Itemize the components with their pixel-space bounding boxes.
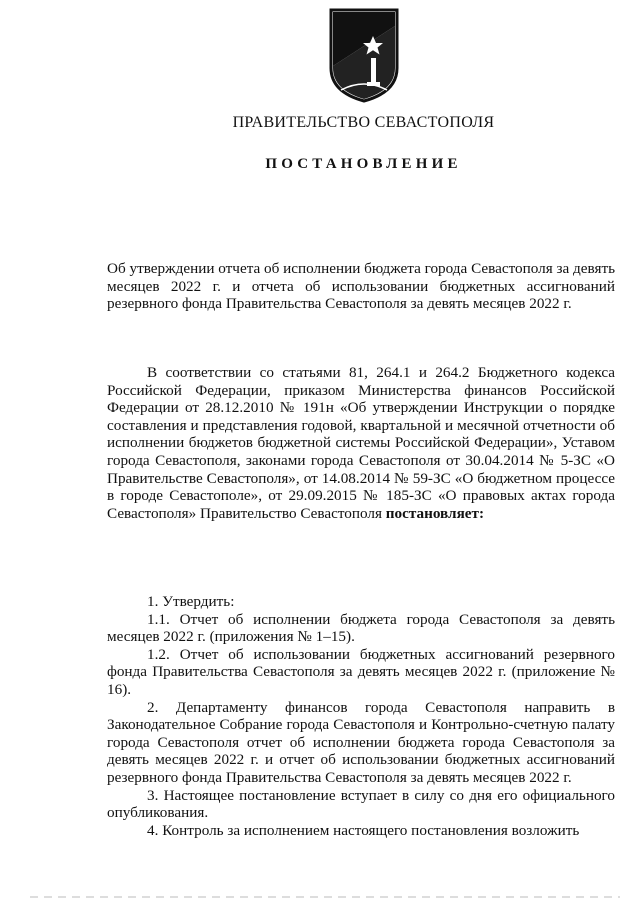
preamble [107, 364, 615, 522]
document-type: ПОСТАНОВЛЕНИЕ [265, 156, 462, 172]
preamble-text: В соответствии со статьями 81, 264.1 и 264.2 Бюджетного кодекса Российской Федерации, приказом Министерства финансов Российской Федерации от 28.12.2010 № 191н «Об утверждении Инструкции о порядке составления и представления годовой, квартальной и месячной отчетности об исполнении бюджетов бюджетной системы Российской Федерации», Уставом города Севастополя, законами города Севастополя от 30.04.2014 № 5-ЗС «О Правительстве Севастополя», от 14.08.2014 № 59-ЗС «О бюджетном процессе в городе Севастополе», от 29.09.2015 № 185-ЗС «О правовых актах города Севастополя» Правительство Севастополя [107, 364, 615, 522]
resolution-item: 4. Контроль за исполнением настоящего постановления возложить [147, 821, 580, 839]
resolution-item: 3. Настоящее постановление вступает в силу со дня его официального опубликования. [107, 786, 615, 822]
resolution-items [107, 593, 615, 839]
resolution-item: 2. Департаменту финансов города Севастополя направить в Законодательное Собрание города Севастополя и Контрольно-счетную палату города Севастополя отчет об исполнении бюджета города Севастополя за девять месяцев 2022 г. и отчет об использовании бюджетных ассигнований резервного фонда Правительства Севастополя за девять месяцев 2022 г. [107, 698, 615, 786]
resolution-item: 1.1. Отчет об исполнении бюджета города Севастополя за девять месяцев 2022 г. (приложения № 1–15). [107, 610, 615, 646]
document-subject: Об утверждении отчета об исполнении бюджета города Севастополя за девять месяцев 2022 г. и отчета об использовании бюджетных ассигнований резервного фонда Правительства Севастополя за девять месяцев 2022 г. [107, 260, 616, 312]
preamble-decision-word: постановляет: [385, 504, 485, 522]
government-title: ПРАВИТЕЛЬСТВО СЕВАСТОПОЛЯ [232, 114, 495, 131]
coat-of-arms-icon [327, 6, 401, 104]
resolution-item: 1. Утвердить: [147, 593, 235, 610]
resolution-item: 1.2. Отчет об использовании бюджетных ассигнований резервного фонда Правительства Севастополя за девять месяцев 2022 г. (приложение № 16). [107, 645, 615, 698]
scan-artifact-line [30, 896, 620, 898]
